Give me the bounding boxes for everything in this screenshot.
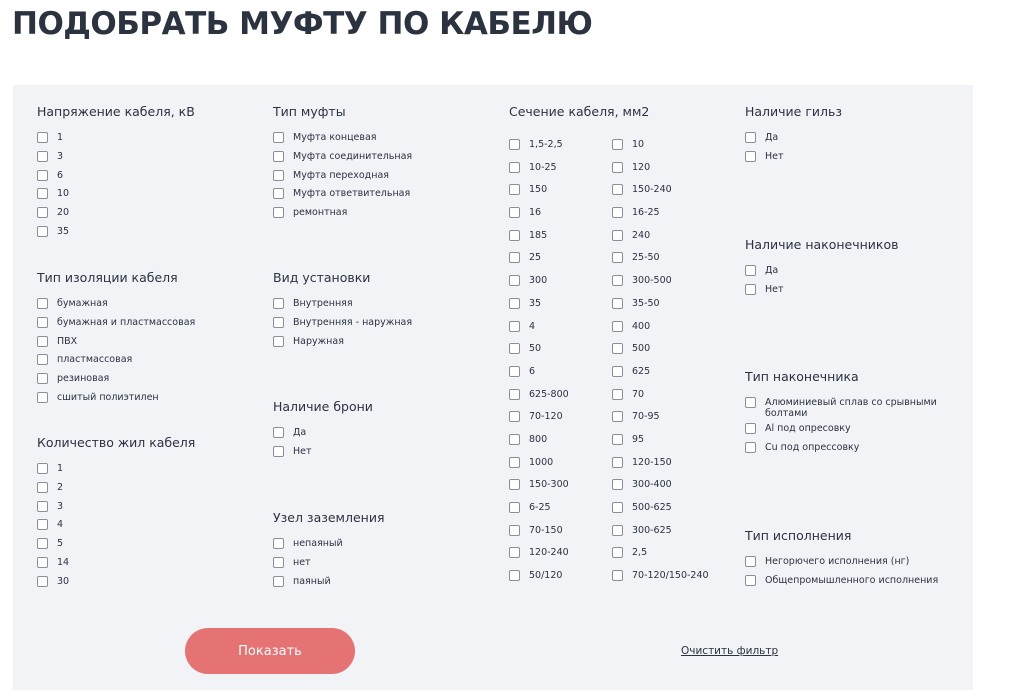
option-label: 25-50 bbox=[632, 252, 660, 264]
checkbox[interactable] bbox=[509, 389, 520, 400]
checkbox[interactable] bbox=[37, 576, 48, 587]
options-list bbox=[273, 427, 373, 465]
checkbox[interactable] bbox=[37, 501, 48, 512]
checkbox[interactable] bbox=[273, 557, 284, 568]
checkbox[interactable] bbox=[745, 423, 756, 434]
filter-option-lugs[interactable] bbox=[745, 265, 899, 284]
filter-option-cross-section[interactable] bbox=[509, 389, 614, 412]
filter-option-cross-section[interactable] bbox=[612, 434, 717, 457]
option-label: бумажная bbox=[57, 298, 108, 309]
checkbox[interactable] bbox=[612, 252, 623, 263]
option-label: 1,5-2,5 bbox=[529, 139, 563, 150]
filter-option-lug-type[interactable] bbox=[745, 397, 970, 423]
checkbox[interactable] bbox=[509, 184, 520, 195]
option-label: 20 bbox=[57, 207, 70, 219]
option-label: 14 bbox=[57, 556, 70, 568]
checkbox[interactable] bbox=[509, 434, 520, 445]
option-label: 30 bbox=[57, 575, 70, 587]
filter-group-insulation bbox=[37, 270, 195, 411]
checkbox[interactable] bbox=[273, 151, 284, 162]
filter-option-insulation[interactable] bbox=[37, 354, 195, 373]
filter-option-voltage[interactable] bbox=[37, 188, 195, 207]
checkbox[interactable] bbox=[612, 298, 623, 309]
filter-option-cross-section[interactable] bbox=[509, 479, 614, 502]
option-label: Общепромышленного исполнения bbox=[765, 574, 939, 586]
filter-option-cross-section[interactable] bbox=[612, 207, 717, 230]
checkbox[interactable] bbox=[612, 479, 623, 490]
checkbox[interactable] bbox=[745, 132, 756, 143]
option-label: 6 bbox=[57, 169, 64, 181]
checkbox[interactable] bbox=[509, 321, 520, 332]
filter-option-cross-section[interactable] bbox=[509, 230, 614, 253]
filter-option-cross-section[interactable] bbox=[509, 343, 614, 366]
option-label: паяный bbox=[293, 575, 331, 587]
checkbox[interactable] bbox=[612, 184, 623, 195]
options-list bbox=[273, 538, 385, 594]
option-label: 10 bbox=[632, 139, 645, 150]
group-title: Тип изоляции кабеля bbox=[37, 270, 178, 285]
checkbox[interactable] bbox=[273, 446, 284, 457]
filter-option-cross-section[interactable] bbox=[612, 139, 717, 162]
checkbox[interactable] bbox=[37, 170, 48, 181]
filter-option-cross-section[interactable] bbox=[509, 321, 614, 344]
options-list bbox=[745, 265, 899, 303]
option-label: 35 bbox=[529, 297, 542, 309]
checkbox[interactable] bbox=[509, 343, 520, 354]
filter-group-armor bbox=[273, 399, 373, 465]
filter-option-cross-section[interactable] bbox=[509, 434, 614, 457]
option-label: непаяный bbox=[293, 538, 343, 549]
option-label: 70-120/150-240 bbox=[632, 570, 709, 582]
options-list bbox=[612, 139, 717, 593]
filter-option-armor[interactable] bbox=[273, 446, 373, 465]
option-label: 4 bbox=[57, 519, 64, 531]
checkbox[interactable] bbox=[509, 502, 520, 513]
option-label: 3 bbox=[57, 150, 64, 162]
option-label: Al под опресовку bbox=[765, 423, 851, 434]
filter-option-insulation[interactable] bbox=[37, 392, 195, 411]
option-label: 6-25 bbox=[529, 502, 551, 513]
option-label: 625-800 bbox=[529, 388, 569, 400]
group-title: Количество жил кабеля bbox=[37, 435, 196, 450]
group-title: Сечение кабеля, мм2 bbox=[509, 104, 650, 119]
filter-option-cross-section[interactable] bbox=[509, 275, 614, 298]
checkbox[interactable] bbox=[509, 411, 520, 422]
filter-group-cores bbox=[37, 435, 195, 595]
filter-option-cores[interactable] bbox=[37, 519, 195, 538]
group-title: Напряжение кабеля, кВ bbox=[37, 104, 195, 119]
filter-option-cross-section[interactable] bbox=[509, 252, 614, 275]
checkbox[interactable] bbox=[745, 442, 756, 453]
filter-option-armor[interactable] bbox=[273, 427, 373, 446]
option-label: 120-150 bbox=[632, 456, 672, 468]
checkbox[interactable] bbox=[612, 411, 623, 422]
filter-option-cross-section[interactable] bbox=[509, 207, 614, 230]
checkbox[interactable] bbox=[745, 151, 756, 162]
option-label: 70 bbox=[632, 388, 645, 400]
filter-group-voltage bbox=[37, 104, 195, 245]
filter-option-cross-section[interactable] bbox=[509, 411, 614, 434]
checkbox[interactable] bbox=[273, 538, 284, 549]
option-label: 95 bbox=[632, 433, 645, 445]
filter-group-lugs bbox=[745, 237, 899, 303]
option-label: 300-625 bbox=[632, 524, 672, 536]
filter-group-execution bbox=[745, 528, 938, 594]
filter-option-insulation[interactable] bbox=[37, 317, 195, 336]
filter-option-sleeves[interactable] bbox=[745, 151, 842, 170]
options-list bbox=[745, 556, 938, 594]
option-label: Внутренняя - наружная bbox=[293, 316, 413, 328]
option-label: 3 bbox=[57, 500, 64, 512]
option-label: 150-300 bbox=[529, 479, 569, 491]
filter-group-installation bbox=[273, 270, 412, 354]
option-label: 240 bbox=[632, 229, 651, 241]
option-label: Нет bbox=[293, 445, 312, 457]
checkbox[interactable] bbox=[37, 226, 48, 237]
option-label: 4 bbox=[529, 320, 536, 332]
filter-option-cross-section[interactable] bbox=[509, 502, 614, 525]
checkbox[interactable] bbox=[612, 434, 623, 445]
checkbox[interactable] bbox=[509, 252, 520, 263]
filter-option-joint-type[interactable] bbox=[273, 207, 412, 226]
show-button[interactable]: Показать bbox=[185, 628, 355, 674]
checkbox[interactable] bbox=[509, 275, 520, 286]
checkbox[interactable] bbox=[37, 151, 48, 162]
checkbox[interactable] bbox=[509, 570, 520, 581]
filter-option-cross-section[interactable] bbox=[612, 252, 717, 275]
option-label: Да bbox=[765, 265, 779, 276]
option-label: 185 bbox=[529, 229, 548, 241]
checkbox[interactable] bbox=[612, 275, 623, 286]
option-label: Муфта соединительная bbox=[293, 150, 413, 162]
checkbox[interactable] bbox=[509, 162, 520, 173]
options-list bbox=[37, 132, 195, 245]
filter-option-cross-section[interactable] bbox=[509, 184, 614, 207]
filter-option-cross-section[interactable] bbox=[612, 502, 717, 525]
option-label: ремонтная bbox=[293, 207, 348, 219]
option-label: сшитый полиэтилен bbox=[57, 391, 159, 403]
filter-option-grounding[interactable] bbox=[273, 576, 385, 595]
option-label: 500-625 bbox=[632, 502, 672, 513]
option-label: 35-50 bbox=[632, 297, 660, 309]
filter-option-lug-type[interactable] bbox=[745, 442, 970, 461]
checkbox[interactable] bbox=[612, 230, 623, 241]
filter-option-lug-type[interactable] bbox=[745, 423, 970, 442]
filter-option-installation[interactable] bbox=[273, 298, 412, 317]
checkbox[interactable] bbox=[509, 298, 520, 309]
option-label: 16 bbox=[529, 207, 542, 219]
filter-option-insulation[interactable] bbox=[37, 298, 195, 317]
checkbox[interactable] bbox=[745, 575, 756, 586]
filter-group-lug-type bbox=[745, 369, 970, 461]
checkbox[interactable] bbox=[612, 570, 623, 581]
checkbox[interactable] bbox=[612, 389, 623, 400]
option-label: 1 bbox=[57, 132, 64, 143]
checkbox[interactable] bbox=[745, 284, 756, 295]
filter-option-cross-section[interactable] bbox=[612, 343, 717, 366]
option-label: 300 bbox=[529, 275, 548, 287]
checkbox[interactable] bbox=[509, 457, 520, 468]
filter-option-execution[interactable] bbox=[745, 575, 938, 594]
option-label: 1000 bbox=[529, 456, 554, 468]
checkbox[interactable] bbox=[612, 321, 623, 332]
filter-option-cross-section[interactable] bbox=[612, 230, 717, 253]
filter-panel bbox=[13, 85, 973, 690]
checkbox[interactable] bbox=[509, 479, 520, 490]
checkbox[interactable] bbox=[509, 366, 520, 377]
group-title: Наличие наконечников bbox=[745, 237, 899, 252]
filter-option-cross-section[interactable] bbox=[612, 389, 717, 412]
checkbox[interactable] bbox=[37, 354, 48, 365]
option-label: 400 bbox=[632, 320, 651, 332]
option-label: 16-25 bbox=[632, 207, 660, 219]
options-list bbox=[273, 298, 412, 354]
filter-option-voltage[interactable] bbox=[37, 207, 195, 226]
checkbox[interactable] bbox=[273, 188, 284, 199]
option-label: 120 bbox=[632, 161, 651, 173]
filter-option-cross-section[interactable] bbox=[612, 525, 717, 548]
filter-option-cores[interactable] bbox=[37, 557, 195, 576]
filter-option-voltage[interactable] bbox=[37, 170, 195, 189]
filter-option-cross-section[interactable] bbox=[509, 547, 614, 570]
option-label: 70-150 bbox=[529, 524, 563, 536]
filter-option-cross-section[interactable] bbox=[509, 298, 614, 321]
option-label: 35 bbox=[57, 225, 70, 237]
option-label: 120-240 bbox=[529, 547, 569, 559]
checkbox[interactable] bbox=[37, 463, 48, 474]
checkbox[interactable] bbox=[37, 557, 48, 568]
options-list bbox=[37, 463, 195, 595]
checkbox[interactable] bbox=[273, 317, 284, 328]
option-label: Нет bbox=[765, 283, 784, 295]
group-title: Наличие гильз bbox=[745, 104, 843, 119]
checkbox[interactable] bbox=[745, 397, 756, 408]
filter-option-grounding[interactable] bbox=[273, 538, 385, 557]
filter-option-cores[interactable] bbox=[37, 576, 195, 595]
option-label: Внутренняя bbox=[293, 298, 353, 309]
group-title: Узел заземления bbox=[273, 510, 385, 525]
option-label: Негорючего исполнения (нг) bbox=[765, 556, 910, 567]
option-label: пластмассовая bbox=[57, 354, 133, 366]
checkbox[interactable] bbox=[612, 502, 623, 513]
filter-option-cores[interactable] bbox=[37, 482, 195, 501]
filter-group-grounding bbox=[273, 510, 385, 594]
option-label: 2 bbox=[57, 481, 64, 493]
option-label: 300-400 bbox=[632, 479, 672, 491]
filter-option-cross-section[interactable] bbox=[509, 570, 614, 593]
checkbox[interactable] bbox=[612, 207, 623, 218]
options-list bbox=[37, 298, 195, 411]
checkbox[interactable] bbox=[745, 556, 756, 567]
option-label: Муфта ответвительная bbox=[293, 188, 411, 200]
checkbox[interactable] bbox=[37, 538, 48, 549]
checkbox[interactable] bbox=[273, 336, 284, 347]
option-label: 150 bbox=[529, 184, 548, 196]
option-label: 800 bbox=[529, 433, 548, 445]
filter-option-cross-section[interactable] bbox=[612, 411, 717, 434]
group-title: Вид установки bbox=[273, 270, 371, 285]
option-label: Алюминиевый сплав со срывными болтами bbox=[765, 397, 937, 419]
checkbox[interactable] bbox=[37, 392, 48, 403]
checkbox[interactable] bbox=[273, 170, 284, 181]
filter-option-voltage[interactable] bbox=[37, 132, 195, 151]
group-title: Тип наконечника bbox=[745, 369, 859, 384]
checkbox[interactable] bbox=[509, 207, 520, 218]
checkbox[interactable] bbox=[612, 343, 623, 354]
clear-filter-link[interactable]: Очистить фильтр bbox=[681, 645, 779, 657]
checkbox[interactable] bbox=[37, 336, 48, 347]
filter-option-grounding[interactable] bbox=[273, 557, 385, 576]
checkbox[interactable] bbox=[745, 265, 756, 276]
filter-option-insulation[interactable] bbox=[37, 373, 195, 392]
filter-option-cores[interactable] bbox=[37, 463, 195, 482]
option-label: бумажная и пластмассовая bbox=[57, 316, 196, 328]
filter-option-cross-section[interactable] bbox=[612, 275, 717, 298]
filter-group-cross-section bbox=[509, 104, 649, 120]
option-label: Cu под опрессовку bbox=[765, 441, 860, 453]
filter-option-voltage[interactable] bbox=[37, 226, 195, 245]
filter-option-joint-type[interactable] bbox=[273, 188, 412, 207]
option-label: 10 bbox=[57, 188, 70, 200]
checkbox[interactable] bbox=[37, 298, 48, 309]
filter-option-cores[interactable] bbox=[37, 538, 195, 557]
option-label: Да bbox=[765, 132, 779, 143]
group-title: Тип муфты bbox=[273, 104, 346, 119]
option-label: 70-95 bbox=[632, 411, 660, 423]
filter-option-cross-section[interactable] bbox=[612, 570, 717, 593]
checkbox[interactable] bbox=[612, 366, 623, 377]
filter-option-cross-section[interactable] bbox=[612, 321, 717, 344]
filter-option-cross-section[interactable] bbox=[509, 457, 614, 480]
checkbox[interactable] bbox=[612, 547, 623, 558]
filter-option-cross-section[interactable] bbox=[612, 298, 717, 321]
option-label: 50/120 bbox=[529, 570, 563, 582]
filter-option-cross-section[interactable] bbox=[509, 139, 614, 162]
filter-option-joint-type[interactable] bbox=[273, 132, 412, 151]
filter-option-cross-section[interactable] bbox=[612, 547, 717, 570]
filter-option-sleeves[interactable] bbox=[745, 132, 842, 151]
option-label: 50 bbox=[529, 343, 542, 355]
option-label: ПВХ bbox=[57, 335, 78, 347]
filter-option-cross-section[interactable] bbox=[509, 366, 614, 389]
options-list bbox=[273, 132, 412, 226]
options-list bbox=[745, 397, 970, 461]
option-label: Да bbox=[293, 427, 307, 438]
options-list bbox=[509, 139, 614, 593]
filter-option-lugs[interactable] bbox=[745, 284, 899, 303]
checkbox[interactable] bbox=[37, 482, 48, 493]
checkbox[interactable] bbox=[509, 139, 520, 150]
filter-group-joint-type bbox=[273, 104, 412, 226]
checkbox[interactable] bbox=[509, 230, 520, 241]
option-label: 300-500 bbox=[632, 275, 672, 287]
filter-option-insulation[interactable] bbox=[37, 336, 195, 355]
checkbox[interactable] bbox=[37, 132, 48, 143]
checkbox[interactable] bbox=[37, 207, 48, 218]
checkbox[interactable] bbox=[273, 207, 284, 218]
option-label: 625 bbox=[632, 365, 651, 377]
checkbox[interactable] bbox=[612, 525, 623, 536]
filter-option-voltage[interactable] bbox=[37, 151, 195, 170]
checkbox[interactable] bbox=[509, 525, 520, 536]
checkbox[interactable] bbox=[273, 298, 284, 309]
option-label: 10-25 bbox=[529, 161, 557, 173]
option-label: 500 bbox=[632, 343, 651, 355]
checkbox[interactable] bbox=[273, 576, 284, 587]
group-title: Наличие брони bbox=[273, 399, 373, 414]
option-label: резиновая bbox=[57, 373, 110, 385]
filter-option-cores[interactable] bbox=[37, 501, 195, 520]
checkbox[interactable] bbox=[612, 457, 623, 468]
filter-option-joint-type[interactable] bbox=[273, 151, 412, 170]
option-label: Муфта концевая bbox=[293, 132, 377, 143]
filter-group-sleeves bbox=[745, 104, 842, 170]
checkbox[interactable] bbox=[612, 139, 623, 150]
option-label: 5 bbox=[57, 538, 64, 550]
option-label: 2,5 bbox=[632, 547, 648, 559]
option-label: Нет bbox=[765, 150, 784, 162]
option-label: 1 bbox=[57, 463, 64, 474]
checkbox[interactable] bbox=[37, 519, 48, 530]
filter-option-installation[interactable] bbox=[273, 317, 412, 336]
option-label: 6 bbox=[529, 365, 536, 377]
filter-option-cross-section[interactable] bbox=[612, 479, 717, 502]
page-title: ПОДОБРАТЬ МУФТУ ПО КАБЕЛЮ bbox=[12, 6, 593, 42]
group-title: Тип исполнения bbox=[745, 528, 852, 543]
option-label: 70-120 bbox=[529, 411, 563, 423]
filter-option-cross-section[interactable] bbox=[612, 366, 717, 389]
option-label: Наружная bbox=[293, 335, 344, 347]
option-label: нет bbox=[293, 556, 311, 568]
option-label: 150-240 bbox=[632, 184, 672, 196]
filter-option-joint-type[interactable] bbox=[273, 170, 412, 189]
filter-option-cross-section[interactable] bbox=[612, 162, 717, 185]
checkbox[interactable] bbox=[37, 317, 48, 328]
checkbox[interactable] bbox=[509, 547, 520, 558]
checkbox[interactable] bbox=[612, 162, 623, 173]
checkbox[interactable] bbox=[273, 132, 284, 143]
option-label: 25 bbox=[529, 252, 542, 264]
options-list bbox=[745, 132, 842, 170]
filter-option-cross-section[interactable] bbox=[612, 457, 717, 480]
checkbox[interactable] bbox=[37, 188, 48, 199]
filter-option-execution[interactable] bbox=[745, 556, 938, 575]
filter-option-cross-section[interactable] bbox=[612, 184, 717, 207]
checkbox[interactable] bbox=[37, 373, 48, 384]
checkbox[interactable] bbox=[273, 427, 284, 438]
filter-option-installation[interactable] bbox=[273, 336, 412, 355]
filter-option-cross-section[interactable] bbox=[509, 525, 614, 548]
filter-option-cross-section[interactable] bbox=[509, 162, 614, 185]
option-label: Муфта переходная bbox=[293, 169, 389, 181]
